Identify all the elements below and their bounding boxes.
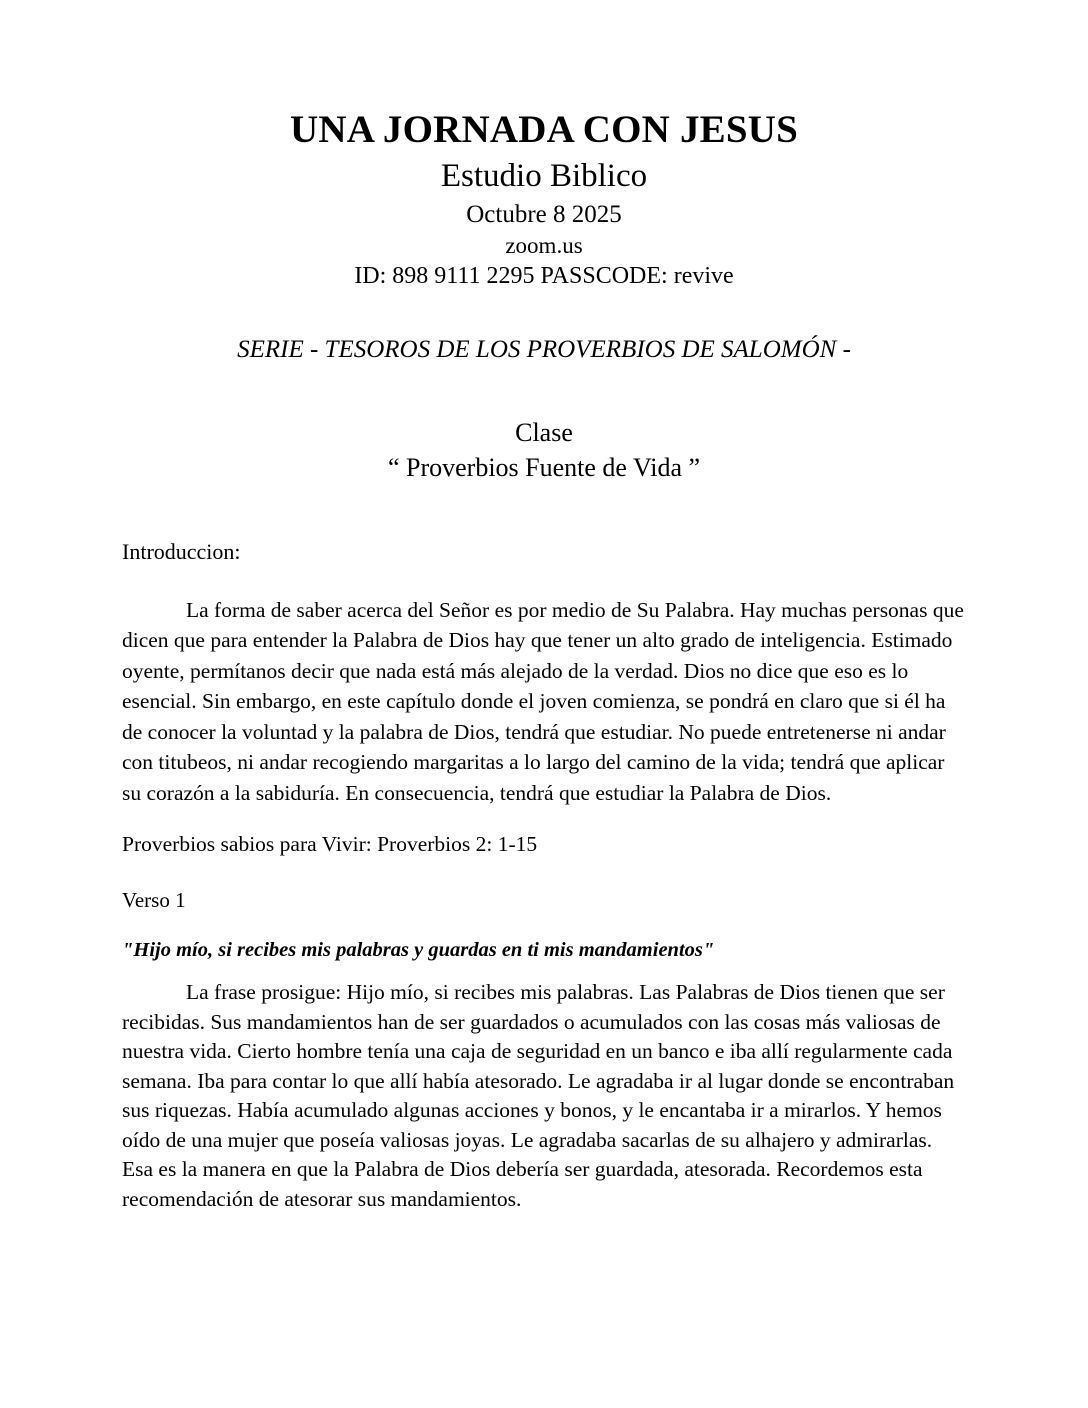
class-label: Clase xyxy=(515,418,573,448)
scripture-reference: Proverbios sabios para Vivir: Proverbios 2: 1-15 xyxy=(122,832,538,857)
meeting-credentials: ID: 898 9111 2295 PASSCODE: revive xyxy=(354,263,734,290)
document-subtitle: Estudio Biblico xyxy=(440,157,648,194)
verse-label: Verso 1 xyxy=(122,888,186,913)
introduction-heading: Introduccion: xyxy=(122,539,241,565)
verse-commentary: La frase prosigue: Hijo mío, si recibes mis palabras. Las Palabras de Dios tienen que ser recibidas. Sus mandamientos han de ser guardados o acumulados con las cosas más valiosas de nuestra vida. Cierto hombre tenía una caja de seguridad en un banco e iba allí regularmente cada semana. Iba para contar lo que allí había atesorado. Le agradaba ir al lugar donde se encontraban sus riquezas. Había acumulado algunas acciones y bonos, y le encantaba ir a mirarlos. Y hemos oído de una mujer que poseía valiosas joyas. Le agradaba sacarlas de su alhajero y admirarlas. Esa es la manera en que la Palabra de Dios debería ser guardada, atesorada. Recordemos esta recomendación de atesorar sus mandamientos. xyxy=(122,980,955,1211)
class-title: “ Proverbios Fuente de Vida ” xyxy=(387,452,701,482)
introduction-paragraph: La forma de saber acerca del Señor es por medio de Su Palabra. Hay muchas personas que dicen que para entender la Palabra de Dios hay que tener un alto grado de inteligencia. Estimado oyente, permítanos decir que nada está más alejado de la verdad. Dios no dice que eso es lo esencial. Sin embargo, en este capítulo donde el joven comienza, se pondrá en claro que si él ha de conocer la voluntad y la palabra de Dios, tendrá que estudiar. No puede entretenerse ni andar con titubeos, ni andar recogiendo margaritas a lo largo del camino de la vida; tendrá que aplicar su corazón a la sabiduría. En consecuencia, tendrá que estudiar la Palabra de Dios. xyxy=(122,597,964,805)
series-heading: SERIE - TESOROS DE LOS PROVERBIOS DE SALOMÓN - xyxy=(237,336,851,364)
verse-quote: "Hijo mío, si recibes mis palabras y guardas en ti mis mandamientos" xyxy=(122,938,715,961)
document-date: Octubre 8 2025 xyxy=(466,200,622,228)
document-title: UNA JORNADA CON JESUS xyxy=(289,108,799,151)
meeting-platform: zoom.us xyxy=(505,232,583,258)
